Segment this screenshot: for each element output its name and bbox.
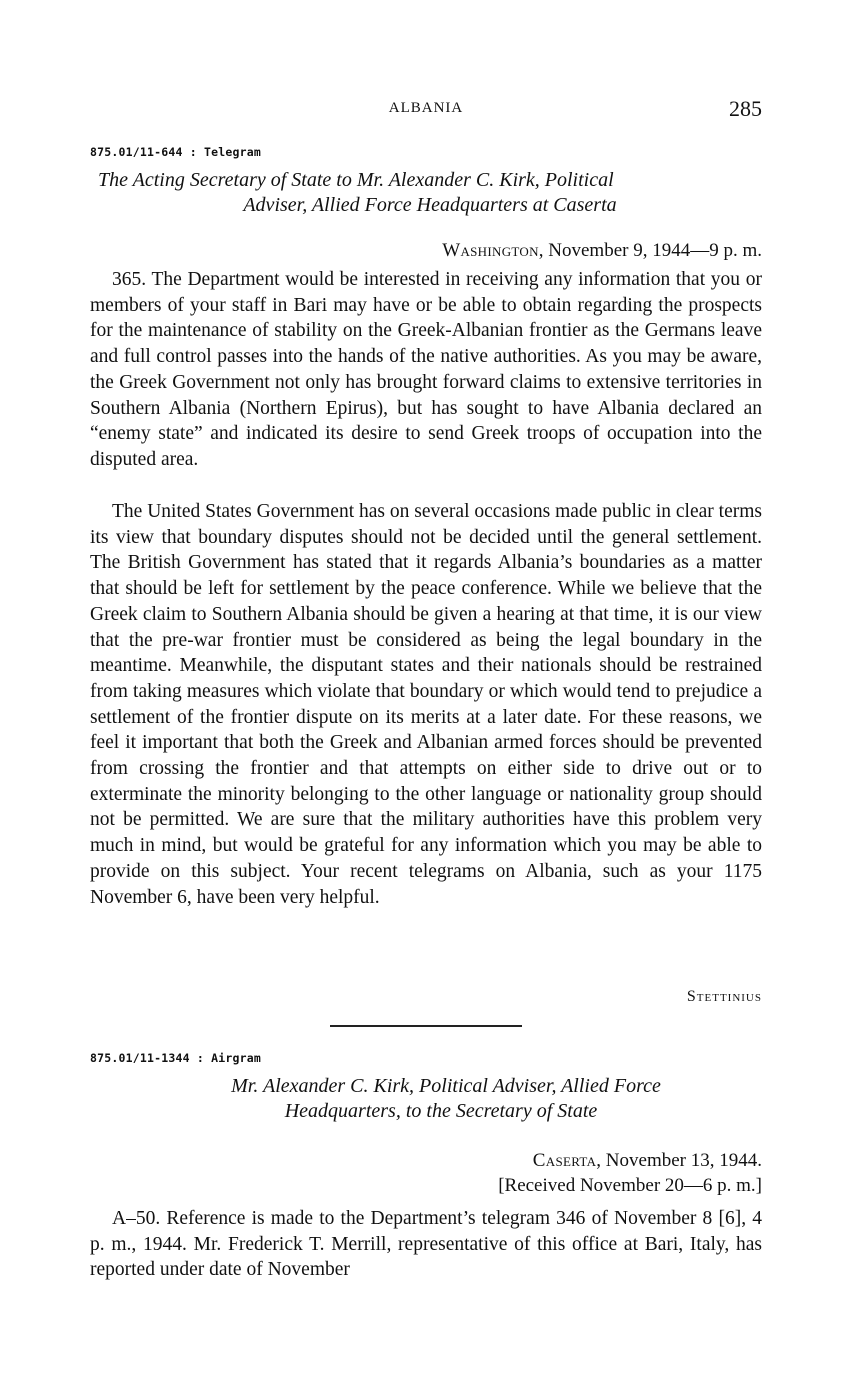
file-reference-1: 875.01/11-644 : Telegram xyxy=(90,145,261,159)
document-heading-2 xyxy=(90,1074,762,1124)
dateline-1-date: , November 9, 1944—9 p. m. xyxy=(538,240,762,261)
file-reference-2: 875.01/11-1344 : Airgram xyxy=(90,1051,261,1065)
body-paragraph: The United States Government has on several occasions made public in clear terms its view that boundary disputes should not be decided until the general settlement. The British Government has stated that it regards Albania’s boundaries as a matter that should be left for settlement by the peace conference. While we believe that the Greek claim to Southern Albania should be given a hearing at that time, it is our view that the pre-war frontier must be considered as being the legal boundary in the meantime. Meanwhile, the disputant states and their nationals should be restrained from taking measures which violate that boundary or which would tend to prejudice a settlement of the frontier dispute on its merits at a later date. For these reasons, we feel it important that both the Greek and Albanian armed forces should be prevented from crossing the frontier and that attempts on either side to drive out or to exterminate the minority belonging to the other language or nationality group should not be permitted. We are sure that the military authorities have this problem very much in mind, but would be grateful for any information which you may be able to provide on this subject. Your recent telegrams on Albania, such as your 1175 November 6, have been very helpful. xyxy=(90,501,762,908)
running-title: ALBANIA xyxy=(388,100,464,116)
running-head xyxy=(90,96,762,124)
dateline-1-place: Washington xyxy=(442,240,539,261)
section-divider xyxy=(330,1025,522,1027)
document-heading-1 xyxy=(90,168,762,218)
dateline-2-place: Caserta xyxy=(532,1150,597,1171)
body-paragraph: A–50. Reference is made to the Department’s telegram 346 of November 8 [6], 4 p. m., 1944. Mr. Frederick T. Merrill, representative of this office at Bari, Italy, has reported under date of November xyxy=(90,1208,762,1281)
received-note: [Received November 20—6 p. m.] xyxy=(498,1175,762,1196)
body-paragraph: 365. The Department would be interested in receiving any information that you or members of your staff in Bari may have or be able to obtain regarding the prospects for the maintenance of stability on the Greek-Albanian frontier as the Germans leave and full control passes into the hands of the native authorities. As you may be aware, the Greek Government not only has brought forward claims to extensive territories in Southern Albania (Northern Epirus), but has sought to have Albania declared an “enemy state” and indicated its desire to send Greek troops of occupation into the disputed area. xyxy=(90,269,762,470)
page-number: 285 xyxy=(729,96,762,121)
dateline-2-date: , November 13, 1944. xyxy=(596,1150,762,1171)
signature: Stettinius xyxy=(686,988,762,1005)
dateline-2 xyxy=(533,1150,762,1172)
heading-2-line-1: Mr. Alexander C. Kirk, Political Adviser, Allied Force xyxy=(231,1075,661,1097)
dateline-1 xyxy=(442,240,762,262)
heading-1-line-2: Adviser, Allied Force Headquarters at Caserta xyxy=(243,194,617,216)
heading-1-line-1: The Acting Secretary of State to Mr. Alexander C. Kirk, Political xyxy=(98,169,614,191)
heading-2-line-2: Headquarters, to the Secretary of State xyxy=(284,1100,598,1122)
